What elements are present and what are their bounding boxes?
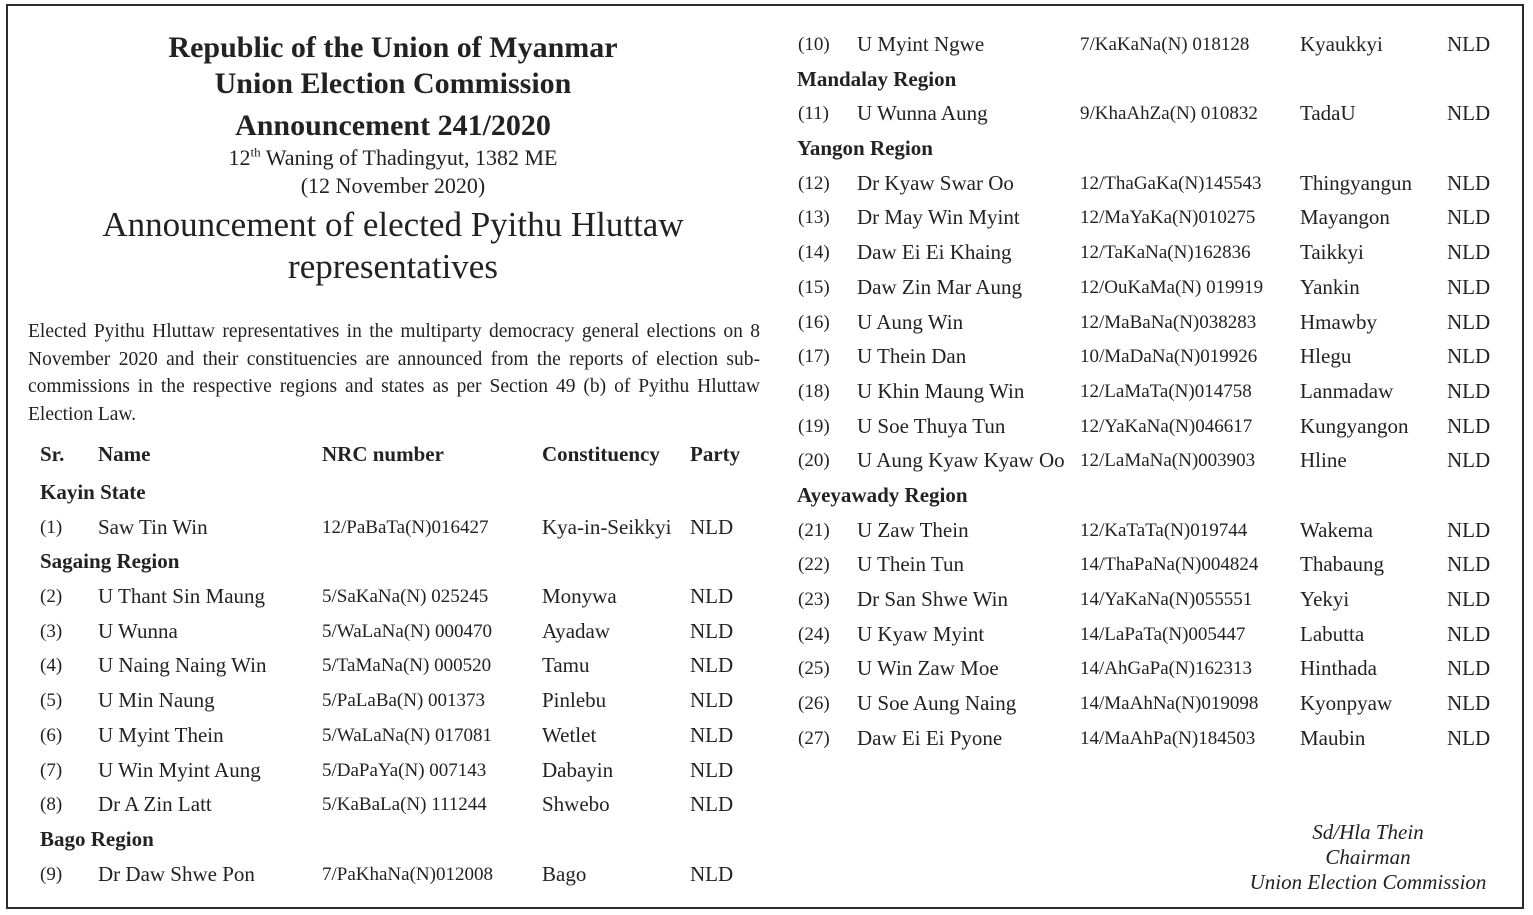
row-serial: (4)	[40, 655, 63, 677]
table-row	[796, 720, 1508, 755]
row-party: NLD	[690, 722, 734, 747]
row-nrc: 14/LaPaTa(N)005447	[1080, 623, 1246, 645]
row-name: Dr Daw Shwe Pon	[98, 861, 255, 886]
table-row	[28, 647, 764, 682]
row-name: Dr May Win Myint	[857, 205, 1020, 230]
table-row	[28, 717, 764, 752]
row-party: NLD	[690, 861, 734, 886]
row-name: U Soe Aung Naing	[857, 691, 1017, 716]
row-constituency: Wetlet	[542, 722, 597, 747]
header-announcement-number: Announcement 241/2020	[235, 109, 551, 142]
row-party: NLD	[1447, 656, 1491, 681]
row-name: Daw Ei Ei Pyone	[857, 725, 1003, 750]
col-header-party: Party	[690, 442, 741, 466]
table-row	[796, 26, 1508, 61]
row-constituency: TadaU	[1300, 101, 1356, 126]
intro-paragraph: Elected Pyithu Hluttaw representatives in the multiparty democracy general elections on 8 November 2020 and their constituencies are announced from the reports of election sub-commissions in the respective regions and states as per Section 49 (b) of Pyithu Hluttaw Election Law.	[28, 321, 760, 425]
row-name: U Thein Dan	[857, 344, 967, 369]
row-serial: (7)	[40, 759, 63, 781]
row-name: U Kyaw Myint	[857, 621, 985, 646]
row-name: U Myint Thein	[98, 722, 224, 747]
row-constituency: Tamu	[542, 653, 590, 678]
table-row	[796, 304, 1508, 339]
row-nrc: 5/PaLaBa(N) 001373	[322, 690, 486, 712]
row-constituency: Yankin	[1300, 274, 1360, 299]
table-row	[28, 578, 764, 613]
table-row	[796, 373, 1508, 408]
page-title-line2: representatives	[288, 247, 498, 286]
row-nrc: 12/MaBaNa(N)038283	[1080, 311, 1257, 333]
row-constituency: Mayangon	[1300, 205, 1390, 230]
row-constituency: Kyonpyaw	[1300, 691, 1393, 716]
row-nrc: 14/YaKaNa(N)055551	[1080, 589, 1253, 610]
row-name: U Aung Win	[857, 309, 964, 334]
row-serial: (15)	[798, 276, 830, 298]
row-constituency: Maubin	[1300, 725, 1366, 750]
row-nrc: 5/DaPaYa(N) 007143	[322, 759, 487, 781]
table-row	[796, 165, 1508, 200]
row-constituency: Shwebo	[542, 792, 610, 817]
row-nrc: 12/YaKaNa(N)046617	[1080, 415, 1253, 437]
table-row	[796, 338, 1508, 373]
row-serial: (17)	[798, 346, 830, 368]
row-party: NLD	[690, 757, 734, 782]
row-party: NLD	[690, 584, 734, 609]
row-party: NLD	[1447, 274, 1491, 299]
row-serial: (21)	[798, 519, 830, 541]
row-party: NLD	[1447, 621, 1491, 646]
table-row	[796, 685, 1508, 720]
table-header	[28, 436, 764, 474]
region-heading-label: Kayin State	[40, 480, 146, 504]
row-party: NLD	[1447, 205, 1491, 230]
row-constituency: Dabayin	[542, 757, 614, 782]
date-suffix: th	[250, 144, 261, 160]
region-heading-label: Ayeyawady Region	[797, 482, 968, 507]
row-name: U Win Myint Aung	[98, 757, 261, 782]
row-nrc: 14/MaAhNa(N)019098	[1080, 693, 1259, 715]
row-constituency: Thingyangun	[1300, 170, 1412, 195]
row-serial: (22)	[798, 554, 830, 576]
row-party: NLD	[1447, 101, 1491, 126]
row-serial: (27)	[798, 727, 830, 749]
row-serial: (12)	[798, 172, 830, 194]
row-name: U Thant Sin Maung	[98, 584, 266, 609]
row-name: Daw Zin Mar Aung	[857, 274, 1023, 299]
row-nrc: 14/MaAhPa(N)184503	[1080, 727, 1256, 749]
row-serial: (24)	[798, 623, 830, 645]
row-serial: (13)	[798, 207, 830, 229]
signature-block	[1223, 820, 1513, 895]
table-row	[796, 650, 1508, 685]
row-party: NLD	[1447, 725, 1491, 750]
row-name: Daw Ei Ei Khaing	[857, 240, 1012, 265]
row-party: NLD	[1447, 413, 1491, 438]
row-constituency: Thabaung	[1300, 552, 1384, 577]
left-column	[28, 30, 764, 890]
row-nrc: 7/KaKaNa(N) 018128	[1080, 34, 1250, 55]
row-party: NLD	[1447, 344, 1491, 369]
table-row	[796, 616, 1508, 651]
row-name: U Wunna Aung	[857, 101, 988, 126]
region-heading-label: Bago Region	[40, 826, 154, 851]
row-constituency: Ayadaw	[542, 618, 611, 643]
row-name: U Wunna	[98, 618, 178, 643]
row-nrc: 5/SaKaNa(N) 025245	[322, 586, 489, 608]
right-results-list	[796, 26, 1508, 754]
row-constituency: Kya-in-Seikkyi	[542, 514, 672, 539]
row-constituency: Hlegu	[1300, 344, 1352, 369]
row-nrc: 12/KaTaTa(N)019744	[1080, 519, 1248, 541]
col-header-constituency: Constituency	[542, 442, 660, 466]
row-nrc: 5/TaMaNa(N) 000520	[322, 655, 492, 677]
row-name: Dr Kyaw Swar Oo	[857, 170, 1014, 195]
table-row	[28, 752, 764, 787]
region-heading-label: Mandalay Region	[797, 66, 957, 91]
page-title	[28, 204, 758, 288]
row-party: NLD	[1447, 309, 1491, 334]
row-nrc: 12/PaBaTa(N)016427	[322, 516, 489, 538]
row-party: NLD	[690, 653, 734, 678]
table-row	[28, 613, 764, 648]
left-results-list	[28, 474, 764, 890]
table-row	[796, 408, 1508, 443]
row-serial: (26)	[798, 693, 830, 715]
page-title-line1: Announcement of elected Pyithu Hluttaw	[102, 205, 684, 244]
table-row	[796, 546, 1508, 581]
row-serial: (19)	[798, 415, 830, 437]
row-nrc: 12/LaMaNa(N)003903	[1080, 450, 1256, 472]
signature-organization: Union Election Commission	[1249, 870, 1487, 894]
row-constituency: Lanmadaw	[1300, 378, 1394, 403]
row-nrc: 14/AhGaPa(N)162313	[1080, 658, 1253, 680]
row-constituency: Pinlebu	[542, 688, 607, 713]
row-name: U Win Zaw Moe	[857, 656, 999, 681]
table-row	[796, 442, 1508, 477]
date-day: 12	[228, 145, 251, 170]
row-name: U Naing Naing Win	[98, 653, 267, 678]
row-constituency: Yekyi	[1300, 587, 1350, 611]
region-heading-label: Yangon Region	[797, 136, 933, 161]
row-party: NLD	[1447, 448, 1491, 473]
row-serial: (14)	[798, 242, 830, 264]
row-serial: (18)	[798, 380, 830, 402]
table-row	[796, 269, 1508, 304]
row-name: U Zaw Thein	[857, 517, 969, 542]
row-constituency: Wakema	[1300, 517, 1373, 542]
header-myanmar-date	[28, 144, 758, 172]
table-row	[28, 856, 764, 891]
row-party: NLD	[690, 688, 734, 713]
table-row	[796, 199, 1508, 234]
announcement-frame	[6, 4, 1524, 909]
row-serial: (6)	[40, 724, 63, 746]
row-party: NLD	[690, 514, 734, 539]
table-row	[796, 95, 1508, 130]
table-row	[796, 581, 1508, 616]
table-row	[796, 512, 1508, 547]
row-constituency: Bago	[542, 861, 587, 886]
row-constituency: Hline	[1300, 448, 1347, 473]
row-nrc: 12/OuKaMa(N) 019919	[1080, 276, 1264, 298]
row-name: U Myint Ngwe	[857, 32, 985, 56]
row-party: NLD	[690, 618, 734, 643]
header-gregorian-date: (12 November 2020)	[300, 173, 486, 198]
table-row	[796, 234, 1508, 269]
region-heading	[796, 130, 1508, 165]
row-party: NLD	[1447, 32, 1491, 56]
row-serial: (8)	[40, 794, 63, 816]
row-nrc: 12/LaMaTa(N)014758	[1080, 380, 1252, 402]
region-heading-label: Sagaing Region	[40, 549, 180, 574]
signature-title: Chairman	[1325, 845, 1411, 869]
row-nrc: 12/MaYaKa(N)010275	[1080, 207, 1256, 229]
row-name: U Min Naung	[98, 688, 215, 713]
row-party: NLD	[1447, 517, 1491, 542]
announcement-header	[28, 30, 758, 288]
row-nrc: 9/KhaAhZa(N) 010832	[1080, 103, 1258, 125]
row-constituency: Taikkyi	[1300, 240, 1364, 265]
region-heading	[28, 821, 764, 856]
date-rest: Waning of Thadingyut, 1382 ME	[260, 145, 558, 170]
row-name: U Khin Maung Win	[857, 378, 1025, 403]
row-party: NLD	[1447, 378, 1491, 403]
row-name: U Aung Kyaw Kyaw Oo	[857, 448, 1065, 473]
row-constituency: Labutta	[1300, 621, 1365, 646]
row-serial: (3)	[40, 620, 63, 642]
row-nrc: 5/KaBaLa(N) 111244	[322, 794, 487, 816]
row-nrc: 12/TaKaNa(N)162836	[1080, 242, 1251, 264]
header-commission: Union Election Commission	[214, 67, 572, 100]
row-name: U Thein Tun	[857, 552, 964, 577]
region-heading	[28, 543, 764, 578]
signature-name: Sd/Hla Thein	[1312, 820, 1424, 844]
row-party: NLD	[1447, 552, 1491, 577]
row-name: Saw Tin Win	[98, 514, 208, 539]
row-party: NLD	[1447, 240, 1491, 265]
row-constituency: Kungyangon	[1300, 413, 1409, 438]
row-nrc: 10/MaDaNa(N)019926	[1080, 346, 1258, 368]
row-constituency: Hinthada	[1300, 656, 1377, 681]
table-row	[28, 682, 764, 717]
header-republic: Republic of the Union of Myanmar	[168, 31, 618, 64]
row-nrc: 5/WaLaNa(N) 000470	[322, 620, 492, 642]
row-constituency: Monywa	[542, 584, 617, 609]
table-row	[28, 509, 764, 544]
row-name: Dr San Shwe Win	[857, 587, 1009, 611]
col-header-name: Name	[98, 442, 151, 466]
right-column	[796, 26, 1508, 754]
row-serial: (2)	[40, 586, 63, 608]
row-name: Dr A Zin Latt	[98, 792, 212, 817]
region-heading	[796, 61, 1508, 96]
row-constituency: Hmawby	[1300, 309, 1377, 334]
row-serial: (23)	[798, 589, 830, 610]
row-nrc: 14/ThaPaNa(N)004824	[1080, 554, 1259, 576]
row-party: NLD	[690, 792, 734, 817]
row-party: NLD	[1447, 170, 1491, 195]
region-heading	[796, 477, 1508, 512]
row-serial: (25)	[798, 658, 830, 680]
col-header-sr: Sr.	[40, 442, 65, 466]
row-nrc: 12/ThaGaKa(N)145543	[1080, 172, 1262, 194]
row-serial: (16)	[798, 311, 830, 333]
row-party: NLD	[1447, 691, 1491, 716]
row-serial: (9)	[40, 863, 63, 885]
row-serial: (11)	[798, 103, 829, 125]
col-header-nrc: NRC number	[322, 442, 444, 466]
row-serial: (20)	[798, 450, 830, 472]
row-serial: (10)	[798, 34, 830, 55]
row-name: U Soe Thuya Tun	[857, 413, 1006, 438]
row-nrc: 5/WaLaNa(N) 017081	[322, 724, 492, 746]
region-heading	[28, 474, 764, 509]
row-party: NLD	[1447, 587, 1491, 611]
row-nrc: 7/PaKhaNa(N)012008	[322, 863, 493, 885]
table-row	[28, 786, 764, 821]
row-serial: (1)	[40, 516, 63, 538]
row-constituency: Kyaukkyi	[1300, 32, 1383, 56]
row-serial: (5)	[40, 690, 63, 712]
